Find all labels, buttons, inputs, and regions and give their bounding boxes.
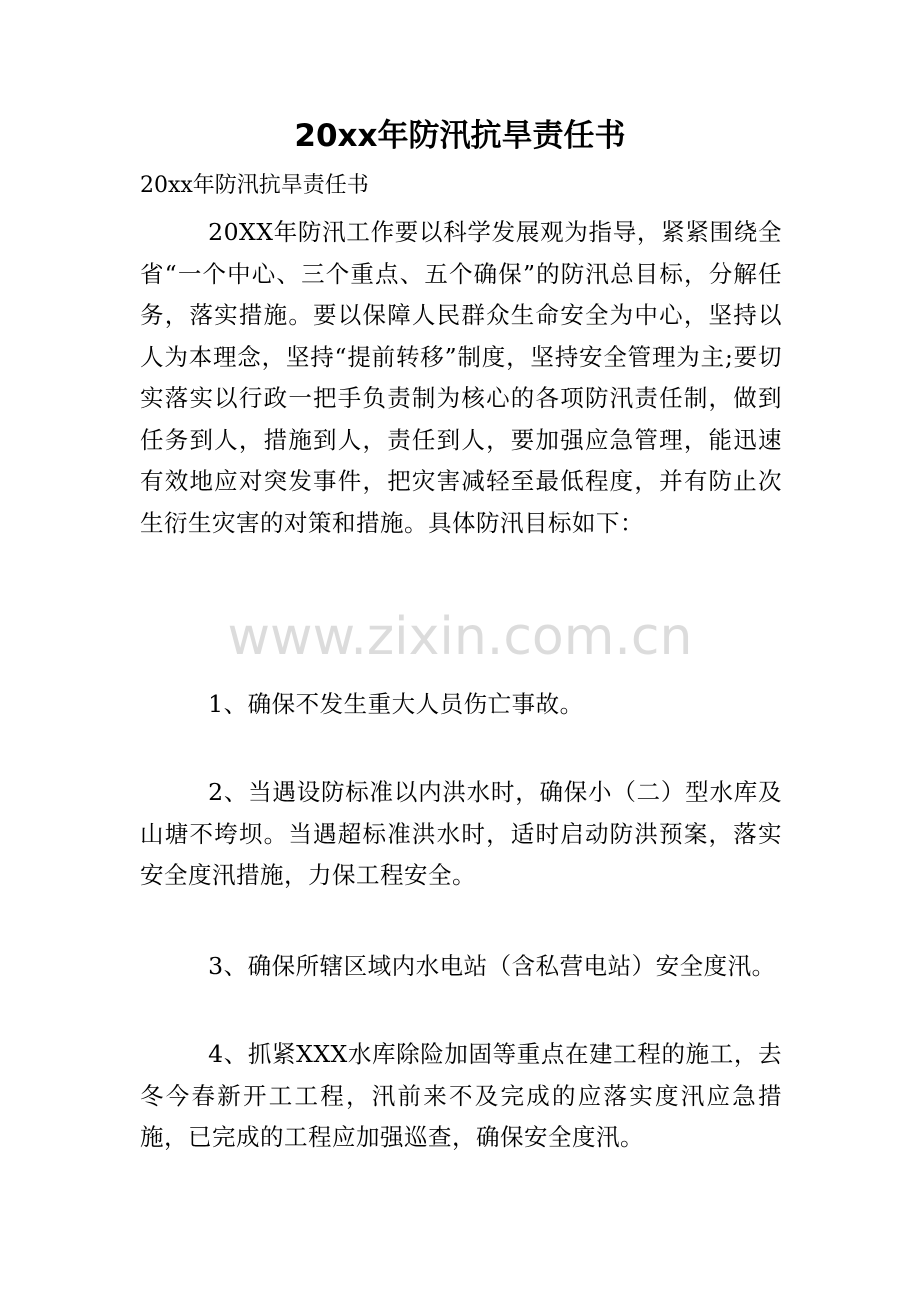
goal-item-2: 2、当遇设防标准以内洪水时，确保小（二）型水库及山塘不垮坝。当遇超标准洪水时，适时启动防洪预案，落实安全度汛措施，力保工程安全。 xyxy=(140,778,782,889)
watermark: www.zixin.com.cn xyxy=(227,607,693,667)
goal-item-4: 4、抓紧XXX水库除险加固等重点在建工程的施工，去冬今春新开工工程，汛前来不及完成的应落实度汛应急措施，已完成的工程应加强巡查，确保安全度汛。 xyxy=(140,1040,782,1151)
intro-paragraph: 20XX年防汛工作要以科学发展观为指导，紧紧围绕全省“一个中心、三个重点、五个确保”的防汛总目标，分解任务，落实措施。要以保障人民群众生命安全为中心，坚持以人为本理念，坚持“提前转移”制度，坚持安全管理为主;要切实落实以行政一把手负责制为核心的各项防汛责任制，做到任务到人，措施到人，责任到人，要加强应急管理，能迅速有效地应对突发事件，把灾害减轻至最低程度，并有防止次生衍生灾害的对策和措施。具体防汛目标如下： xyxy=(140,218,782,537)
document-title: 20xx年防汛抗旱责任书 xyxy=(294,118,626,154)
goal-item-3: 3、确保所辖区域内水电站（含私营电站）安全度汛。 xyxy=(208,952,776,980)
goal-item-1: 1、确保不发生重大人员伤亡事故。 xyxy=(208,690,584,718)
document-subtitle: 20xx年防汛抗旱责任书 xyxy=(140,173,369,198)
